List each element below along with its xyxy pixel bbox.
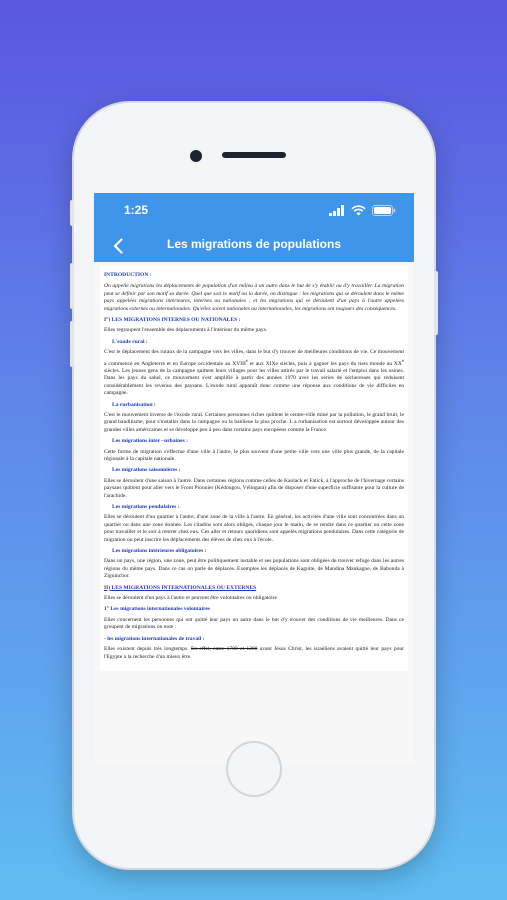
- travail-text-part-1: Elles existent depuis très longtemps.: [104, 646, 191, 653]
- status-time: 1:25: [124, 203, 149, 217]
- volontaires-paragraph: Elles concernent les personnes qui ont quitté leur pays un autre dans le but d'y trouver des conditions de vie meilleures. Dans ce groupent de migrations on note :: [104, 616, 404, 631]
- rurbanisation-heading: La rurbanisation :: [112, 401, 156, 408]
- exode-rural-heading: L'exode rural :: [112, 338, 148, 345]
- volume-up-button: [70, 263, 74, 309]
- mute-switch: [70, 200, 74, 226]
- exode-text-part-3: siècles. Les jeunes gens de la campagne quittent leurs villages pour les villes attirés par le travail salarié et l'emploi dans les usines. Dans les pays du sahel, ce mouvement s'est amplifié à partir des années 1970 avec les séries de sécheresses qui réduisent considérablement les revenus des paysans. L'exode rural apparaît donc comme une réponse aux conditions de vie difficiles en campagne.: [104, 367, 404, 397]
- status-icons: [329, 204, 396, 216]
- rurbanisation-paragraph: C'est le mouvement inverse de l'exode rural. Certaines personnes riches quittent le centre-ville miné par la pollution, le grand bruit, le grand banditisme, pour s'installer dans la campagne ou la banlieue la plus proche. L a rurbanisation est surtout développée autour des grandes villes américaines et se développe peu à peu dans certains pays européens comme la France.: [104, 411, 404, 433]
- battery-icon: [372, 205, 396, 216]
- obligatoires-paragraph: Dans un pays, une région, une zone, peut être politiquement instable et ses populations sont obligées de trouver refuge dans les autres régions du même pays. Dans ce cas on parle de déplacés. Exemples les déplacés de Kaguite, de Mandina Mankagne, de Babonda à Ziguinchor.: [104, 558, 404, 580]
- inter-urbaines-paragraph: Cette forme de migration s'effectue d'une ville à l'autre, le plus souvent d'une petite ville vers une ville plus grande, de la capitale régionale à la capitale nationale.: [104, 448, 404, 462]
- pendulaires-paragraph: Elles se déroulent d'un quartier à l'autre, d'une zone de la ville à l'autre. En général, les activités d'une ville sont concentrées dans un quartier ou dans une zone donnée. Les citadins sont alors obligés, chaque jour le matin, de se rendre dans ce quartier ou cette zone pour travailler et le soir à rentrer chez eux. Ces aller et retours quotidiens sont appelés migrations pendulaires. Dans cette catégorie de migration on peut inscrire les déplacements des élèves de chez eux à l'école.: [104, 514, 404, 543]
- section-1-paragraph: Elles regroupent l'ensemble des déplacements à l'intérieur du même pays.: [104, 327, 268, 334]
- section-2-heading: II) LES MIGRATIONS INTERNATIONALES OU EXTERNES: [104, 584, 257, 591]
- app-screen: [94, 193, 414, 765]
- saisonnieres-heading: Les migrations saisonnières :: [112, 467, 181, 474]
- signal-icon: [329, 205, 345, 216]
- phone-frame: [74, 103, 434, 868]
- travail-paragraph: [104, 646, 404, 661]
- travail-heading: - les migrations internationales de travail :: [104, 635, 205, 642]
- power-button: [434, 271, 438, 335]
- saisonnieres-paragraph: Elles se déroulent d'une saison à l'autre. Dans certaines régions comme celles de Kaolack et Fatick, à l'approche de l'hivernage certains paysans quittent pour aller vers le Front Pionnier (Kédougou, Vélingara) afin de disposer d'une superficie suffisante pour la culture de l'arachide.: [104, 477, 404, 499]
- travail-text-part-2: avant Jésus Christ, les israéliens avaient quitté leur pays pour l'Egypte à la recherche d'un mieux être.: [104, 646, 404, 660]
- exode-text-part-1: C'est le déplacement des ruraux de la campagne vers les villes, dans le but d'y trouver de meilleures conditions de vie. Ce mouvement a commencé en Angleterre et en Europe occidentale au XVIII: [104, 349, 404, 367]
- exode-text-part-2: et aux XIXe siècles, puis à gagner les pays du tiers monde au XX: [247, 360, 402, 367]
- home-button[interactable]: [226, 741, 282, 797]
- navigation-bar: [94, 230, 414, 262]
- wifi-icon: [351, 205, 366, 216]
- intro-paragraph: On appelle migrations les déplacements de population d'un milieu à un autre dans le but de s'y établir ou d'y travailler. La migration peut se définir par son motif sa durée. Quel que soit le motif ou la durée, on distingue : les migrations qui se déroulent dans le même pays appelées migrations intérieures, internes ou nationales ; et les migrations qui se déroulent d'un pays à l'autre appelées migrations externes ou internationales. Qu'elles soient nationales ou internationales, les migrations ont toujours des conséquences.: [104, 283, 404, 312]
- section-1-heading: I°) LES MIGRATIONS INTERNES OU NATIONALES :: [104, 317, 241, 324]
- century-superscript: è: [245, 357, 248, 363]
- page-title: Les migrations de populations: [166, 237, 342, 251]
- exode-rural-paragraph: [104, 349, 404, 397]
- struck-text: En effet, entre 1700 et 1200: [190, 646, 258, 653]
- document-page: [100, 266, 408, 671]
- status-bar: [94, 193, 414, 230]
- volontaires-heading: 1° Les migrations internationales volontaires: [104, 606, 210, 613]
- section-2-paragraph: Elles se déroulent d'un pays à l'autre et peuvent être volontaires ou obligatoire: [104, 595, 277, 602]
- intro-heading: INTRODUCTION :: [104, 272, 152, 278]
- document-viewer[interactable]: [94, 262, 414, 765]
- pendulaires-heading: Les migrations pendulaires :: [112, 504, 180, 510]
- obligatoires-heading: Les migrations intérieures obligatoires :: [112, 548, 207, 555]
- front-camera: [190, 150, 202, 162]
- volume-down-button: [70, 321, 74, 367]
- earpiece-speaker: [222, 152, 286, 158]
- century-superscript: è: [401, 357, 404, 363]
- inter-urbaines-heading: Les migrations inter –urbaines :: [112, 438, 189, 445]
